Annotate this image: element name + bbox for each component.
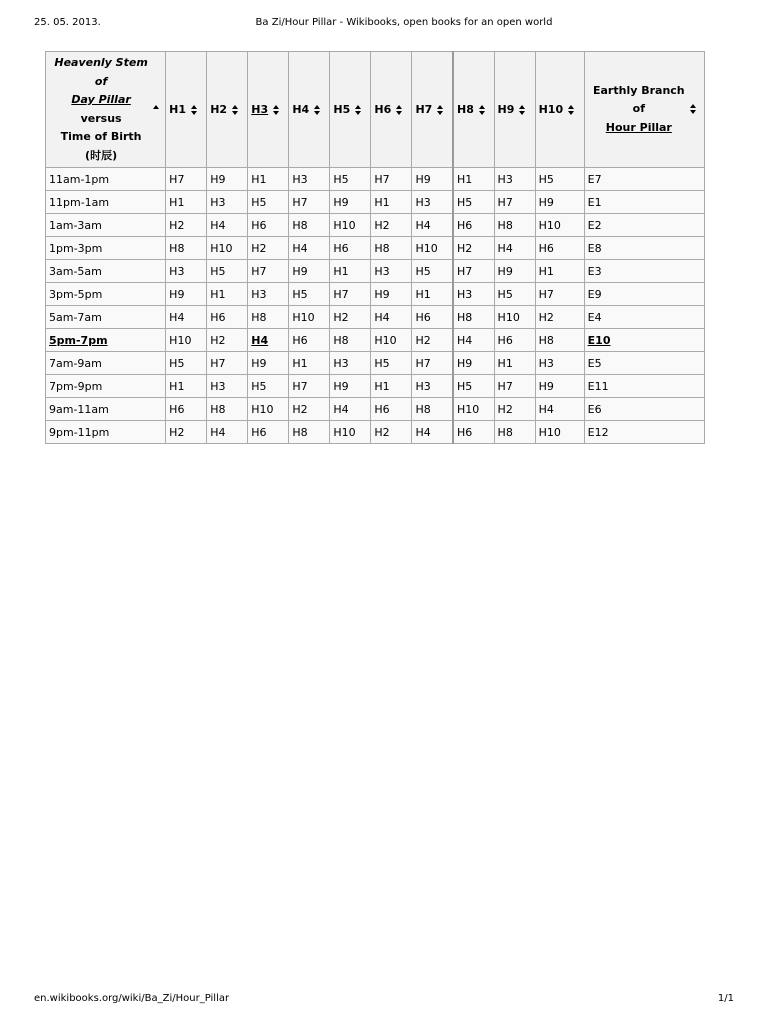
stem-cell: H1 <box>453 168 494 191</box>
stem-cell: H9 <box>535 191 584 214</box>
column-header-day-pillar[interactable] <box>46 52 166 168</box>
stem-cell: H6 <box>207 306 248 329</box>
time-of-birth-cell: 3pm-5pm <box>46 283 166 306</box>
stem-cell: H10 <box>330 421 371 444</box>
stem-cell: H1 <box>207 283 248 306</box>
column-header-hour-pillar[interactable] <box>584 52 704 168</box>
stem-cell: H8 <box>330 329 371 352</box>
sort-icon[interactable] <box>396 105 403 115</box>
stem-cell: H4 <box>207 421 248 444</box>
stem-cell: H10 <box>535 421 584 444</box>
stem-cell: H10 <box>207 237 248 260</box>
stem-cell: H7 <box>535 283 584 306</box>
table-row <box>46 306 705 329</box>
earthly-branch-cell: E2 <box>584 214 704 237</box>
hour-pillar-link[interactable]: Hour Pillar <box>605 120 672 134</box>
column-header-h9[interactable] <box>494 52 535 168</box>
stem-cell: H3 <box>207 375 248 398</box>
header-versus: versus <box>80 111 122 125</box>
table-row <box>46 352 705 375</box>
stem-cell: H9 <box>289 260 330 283</box>
print-page-number: 1/1 <box>717 993 734 1004</box>
stem-cell: H3 <box>371 260 412 283</box>
stem-cell: H1 <box>535 260 584 283</box>
time-of-birth-cell: 9pm-11pm <box>46 421 166 444</box>
sort-icon[interactable] <box>479 105 486 115</box>
header-of-2: of <box>632 102 645 116</box>
stem-cell: H8 <box>494 214 535 237</box>
stem-cell: H5 <box>248 191 289 214</box>
stem-cell: H6 <box>166 398 207 421</box>
column-header-h8[interactable] <box>453 52 494 168</box>
print-url: en.wikibooks.org/wiki/Ba_Zi/Hour_Pillar <box>34 993 230 1004</box>
stem-cell: H2 <box>371 421 412 444</box>
stem-cell: H5 <box>535 168 584 191</box>
column-header-label: H8 <box>457 103 474 117</box>
header-time-of-birth: Time of Birth <box>60 130 142 143</box>
table-row <box>46 260 705 283</box>
stem-cell: H2 <box>535 306 584 329</box>
stem-cell: H9 <box>207 168 248 191</box>
stem-cell: H5 <box>453 375 494 398</box>
header-heavenly-stem: Heavenly Stem <box>54 56 148 69</box>
table-row <box>46 168 705 191</box>
stem-cell: H5 <box>371 352 412 375</box>
time-of-birth-cell: 7pm-9pm <box>46 375 166 398</box>
stem-cell: H6 <box>248 421 289 444</box>
stem-cell: H8 <box>371 237 412 260</box>
stem-cell: H6 <box>535 237 584 260</box>
earthly-branch-cell: E5 <box>584 352 704 375</box>
earthly-branch-cell: E7 <box>584 168 704 191</box>
stem-cell: H9 <box>371 283 412 306</box>
stem-cell: H4 <box>289 237 330 260</box>
stem-cell: H4 <box>330 398 371 421</box>
column-header-h5[interactable] <box>330 52 371 168</box>
stem-cell: H2 <box>166 421 207 444</box>
stem-cell: H2 <box>494 398 535 421</box>
column-header-h4[interactable] <box>289 52 330 168</box>
column-header-h7[interactable] <box>412 52 453 168</box>
sort-icon[interactable] <box>437 105 444 115</box>
stem-cell: H2 <box>166 214 207 237</box>
column-header-h1[interactable] <box>166 52 207 168</box>
sort-icon[interactable] <box>568 105 575 115</box>
sort-icon[interactable] <box>355 105 362 115</box>
stem-cell: H5 <box>494 283 535 306</box>
stem-cell: H2 <box>330 306 371 329</box>
stem-cell: H1 <box>289 352 330 375</box>
stem-cell: H3 <box>412 191 453 214</box>
stem-cell: H6 <box>494 329 535 352</box>
stem-cell: H6 <box>453 214 494 237</box>
earthly-branch-cell: E6 <box>584 398 704 421</box>
stem-cell: H8 <box>289 421 330 444</box>
stem-cell: H3 <box>166 260 207 283</box>
stem-cell: H9 <box>330 375 371 398</box>
time-of-birth-cell: 3am-5am <box>46 260 166 283</box>
column-header-label: H7 <box>415 103 433 117</box>
stem-cell: H3 <box>289 168 330 191</box>
column-header-label: H4 <box>292 103 310 117</box>
stem-cell: H3 <box>453 283 494 306</box>
column-header-h2[interactable] <box>207 52 248 168</box>
stem-cell: H10 <box>453 398 494 421</box>
stem-cell: H5 <box>289 283 330 306</box>
sort-icon[interactable] <box>690 104 697 114</box>
sort-icon[interactable] <box>232 105 239 115</box>
stem-cell: H9 <box>330 191 371 214</box>
stem-cell: H9 <box>412 168 453 191</box>
stem-cell: H3 <box>535 352 584 375</box>
stem-cell: H4 <box>453 329 494 352</box>
stem-cell: H4 <box>412 421 453 444</box>
stem-cell: H3 <box>494 168 535 191</box>
stem-cell: H4 <box>535 398 584 421</box>
sort-icon[interactable] <box>273 105 280 115</box>
stem-cell: H10 <box>166 329 207 352</box>
stem-cell: H1 <box>412 283 453 306</box>
header-earthly-branch: Earthly Branch <box>593 83 685 97</box>
stem-cell: H6 <box>330 237 371 260</box>
stem-cell: H2 <box>453 237 494 260</box>
stem-cell: H4 <box>248 329 289 352</box>
table-row <box>46 191 705 214</box>
earthly-branch-cell: E1 <box>584 191 704 214</box>
table-row <box>46 398 705 421</box>
stem-cell: H8 <box>453 306 494 329</box>
header-shichen: (时辰) <box>85 148 118 162</box>
column-header-label: H5 <box>333 103 351 117</box>
stem-cell: H6 <box>248 214 289 237</box>
stem-cell: H1 <box>371 375 412 398</box>
earthly-branch-cell: E9 <box>584 283 704 306</box>
table-row <box>46 421 705 444</box>
stem-cell: H2 <box>412 329 453 352</box>
stem-cell: H1 <box>166 375 207 398</box>
stem-cell: H10 <box>494 306 535 329</box>
column-header-label: H6 <box>374 103 392 117</box>
stem-cell: H4 <box>494 237 535 260</box>
stem-cell: H7 <box>207 352 248 375</box>
earthly-branch-cell: E10 <box>584 329 704 352</box>
stem-cell: H8 <box>248 306 289 329</box>
time-of-birth-cell: 11am-1pm <box>46 168 166 191</box>
time-of-birth-cell: 5am-7am <box>46 306 166 329</box>
time-of-birth-cell: 7am-9am <box>46 352 166 375</box>
stem-cell: H6 <box>371 398 412 421</box>
print-page-title: Ba Zi/Hour Pillar - Wikibooks, open books for an open world <box>255 17 553 28</box>
stem-cell: H4 <box>207 214 248 237</box>
time-of-birth-cell: 9am-11am <box>46 398 166 421</box>
table-row <box>46 283 705 306</box>
stem-cell: H7 <box>289 375 330 398</box>
stem-cell: H5 <box>166 352 207 375</box>
sort-icon[interactable] <box>191 105 198 115</box>
stem-cell: H8 <box>289 214 330 237</box>
stem-cell: H7 <box>494 191 535 214</box>
earthly-branch-cell: E3 <box>584 260 704 283</box>
sort-ascending-icon[interactable] <box>153 105 159 109</box>
stem-cell: H5 <box>412 260 453 283</box>
stem-cell: H9 <box>166 283 207 306</box>
stem-cell: H10 <box>535 214 584 237</box>
stem-cell: H1 <box>494 352 535 375</box>
stem-cell: H3 <box>412 375 453 398</box>
stem-cell: H6 <box>412 306 453 329</box>
table-row <box>46 375 705 398</box>
stem-cell: H10 <box>289 306 330 329</box>
table-row <box>46 214 705 237</box>
print-date: 25. 05. 2013. <box>34 17 101 28</box>
stem-cell: H7 <box>412 352 453 375</box>
stem-cell: H1 <box>166 191 207 214</box>
stem-cell: H1 <box>371 191 412 214</box>
earthly-branch-cell: E4 <box>584 306 704 329</box>
stem-cell: H7 <box>371 168 412 191</box>
stem-cell: H7 <box>289 191 330 214</box>
stem-cell: H7 <box>494 375 535 398</box>
stem-cell: H4 <box>412 214 453 237</box>
stem-cell: H4 <box>166 306 207 329</box>
earthly-branch-cell: E11 <box>584 375 704 398</box>
stem-cell: H6 <box>289 329 330 352</box>
header-of: of <box>94 74 108 88</box>
stem-cell: H2 <box>207 329 248 352</box>
stem-cell: H2 <box>248 237 289 260</box>
stem-cell: H10 <box>371 329 412 352</box>
stem-cell: H1 <box>248 168 289 191</box>
stem-cell: H9 <box>535 375 584 398</box>
print-header <box>34 16 734 30</box>
stem-cell: H7 <box>330 283 371 306</box>
sort-icon[interactable] <box>519 105 526 115</box>
column-header-label: H9 <box>497 103 515 117</box>
stem-cell: H3 <box>248 283 289 306</box>
stem-cell: H4 <box>371 306 412 329</box>
hour-pillar-table <box>45 51 705 444</box>
stem-cell: H5 <box>453 191 494 214</box>
earthly-branch-cell: E12 <box>584 421 704 444</box>
stem-cell: H6 <box>453 421 494 444</box>
stem-cell: H2 <box>371 214 412 237</box>
column-header-label: H3 <box>251 103 269 117</box>
stem-cell: H5 <box>330 168 371 191</box>
stem-cell: H1 <box>330 260 371 283</box>
stem-cell: H8 <box>494 421 535 444</box>
column-header-label: H10 <box>538 103 564 117</box>
stem-cell: H10 <box>248 398 289 421</box>
header-row <box>46 52 705 168</box>
table-row <box>46 237 705 260</box>
stem-cell: H8 <box>412 398 453 421</box>
stem-cell: H7 <box>166 168 207 191</box>
column-header-label: H1 <box>169 103 187 117</box>
sort-icon[interactable] <box>314 105 321 115</box>
column-header-h6[interactable] <box>371 52 412 168</box>
stem-cell: H5 <box>248 375 289 398</box>
table-row <box>46 329 705 352</box>
time-of-birth-cell: 1am-3am <box>46 214 166 237</box>
stem-cell: H10 <box>330 214 371 237</box>
stem-cell: H8 <box>535 329 584 352</box>
day-pillar-link[interactable]: Day Pillar <box>71 93 131 106</box>
column-header-label: H2 <box>210 103 228 117</box>
stem-cell: H2 <box>289 398 330 421</box>
stem-cell: H10 <box>412 237 453 260</box>
earthly-branch-cell: E8 <box>584 237 704 260</box>
stem-cell: H9 <box>494 260 535 283</box>
stem-cell: H9 <box>248 352 289 375</box>
stem-cell: H9 <box>453 352 494 375</box>
stem-cell: H8 <box>166 237 207 260</box>
time-of-birth-cell: 11pm-1am <box>46 191 166 214</box>
time-of-birth-cell: 5pm-7pm <box>46 329 166 352</box>
stem-cell: H3 <box>330 352 371 375</box>
time-of-birth-cell: 1pm-3pm <box>46 237 166 260</box>
stem-cell: H7 <box>248 260 289 283</box>
stem-cell: H8 <box>207 398 248 421</box>
table-body <box>46 168 705 444</box>
stem-cell: H3 <box>207 191 248 214</box>
print-footer <box>34 992 734 1006</box>
stem-cell: H7 <box>453 260 494 283</box>
column-header-h3[interactable] <box>248 52 289 168</box>
stem-cell: H5 <box>207 260 248 283</box>
column-header-h10[interactable] <box>535 52 584 168</box>
